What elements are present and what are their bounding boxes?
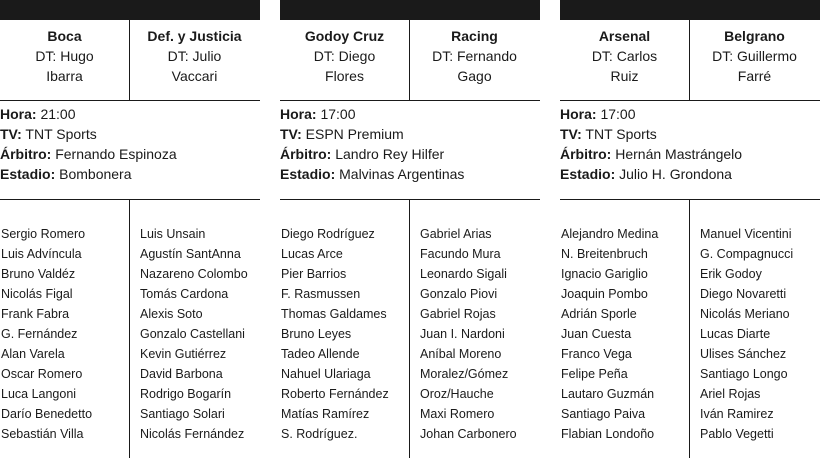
away-team	[690, 20, 819, 100]
tv-row	[0, 124, 260, 144]
away-lineup	[700, 224, 820, 444]
stadium-row	[0, 164, 260, 184]
player: N. Breitenbruch	[561, 247, 648, 261]
referee-row	[280, 144, 540, 164]
player: Pier Barrios	[281, 267, 347, 281]
tv-label: TV:	[560, 126, 582, 142]
player: Maxi Romero	[420, 407, 495, 421]
player: Santiago Solari	[140, 407, 225, 421]
referee-row	[560, 144, 820, 164]
player: Santiago Longo	[700, 367, 788, 381]
coach-line: Vaccari	[171, 68, 218, 84]
match-info	[560, 104, 820, 184]
time-label: Hora:	[280, 106, 317, 122]
time-row	[0, 104, 260, 124]
player: Roberto Fernández	[281, 387, 389, 401]
referee-label: Árbitro:	[560, 146, 612, 162]
home-lineup	[281, 224, 410, 444]
team-name: Arsenal	[598, 28, 651, 44]
player: Lucas Diarte	[700, 327, 771, 341]
coach-line: Farré	[737, 68, 772, 84]
match-card	[280, 0, 540, 458]
time-value: 21:00	[40, 106, 76, 122]
home-team	[280, 20, 409, 100]
player: David Barbona	[140, 367, 223, 381]
team-name: Godoy Cruz	[304, 28, 385, 44]
tv-row	[280, 124, 540, 144]
player: Frank Fabra	[1, 307, 70, 321]
player: Oroz/Hauche	[420, 387, 494, 401]
referee-label: Árbitro:	[280, 146, 332, 162]
player: Alejandro Medina	[561, 227, 659, 241]
time-row	[280, 104, 540, 124]
player: Gonzalo Castellani	[140, 327, 245, 341]
section-divider	[280, 199, 540, 200]
player: Oscar Romero	[1, 367, 83, 381]
player: Erik Godoy	[700, 267, 762, 281]
teams-header	[560, 20, 820, 101]
stadium-label: Estadio:	[0, 166, 56, 182]
player: Aníbal Moreno	[420, 347, 502, 361]
team-name: Boca	[47, 28, 82, 44]
team-name: Belgrano	[724, 28, 785, 44]
tv-value: TNT Sports	[585, 126, 657, 142]
section-divider	[0, 199, 260, 200]
referee-value: Hernán Mastrángelo	[615, 146, 743, 162]
player: Juan I. Nardoni	[420, 327, 505, 341]
teams-header	[280, 20, 540, 101]
player: Nicolás Figal	[1, 287, 73, 301]
player: Gonzalo Piovi	[420, 287, 498, 301]
time-value: 17:00	[320, 106, 356, 122]
home-team	[560, 20, 689, 100]
player: Johan Carbonero	[420, 427, 517, 441]
header-bar	[0, 0, 260, 20]
player: G. Compagnucci	[700, 247, 794, 261]
home-lineup	[561, 224, 690, 444]
player: Alexis Soto	[140, 307, 203, 321]
match-card	[560, 0, 820, 458]
player: Tomás Cardona	[140, 287, 229, 301]
referee-row	[0, 144, 260, 164]
tv-value: TNT Sports	[25, 126, 97, 142]
coach-line: Ibarra	[46, 68, 83, 84]
player: Nicolás Fernández	[140, 427, 245, 441]
player: S. Rodríguez.	[281, 427, 358, 441]
stadium-label: Estadio:	[280, 166, 336, 182]
referee-value: Fernando Espinoza	[55, 146, 177, 162]
header-bar	[560, 0, 820, 20]
home-team	[0, 20, 129, 100]
player: Lautaro Guzmán	[561, 387, 655, 401]
player: Bruno Valdéz	[1, 267, 76, 281]
player: Matías Ramírez	[281, 407, 370, 421]
player: Flabian Londoño	[561, 427, 655, 441]
player: Rodrigo Bogarín	[140, 387, 232, 401]
player: F. Rasmussen	[281, 287, 361, 301]
player: Joaquin Pombo	[561, 287, 648, 301]
stadium-label: Estadio:	[560, 166, 616, 182]
player: Tadeo Allende	[281, 347, 360, 361]
player: Thomas Galdames	[281, 307, 387, 321]
player: Ariel Rojas	[700, 387, 761, 401]
player: Nicolás Meriano	[700, 307, 790, 321]
time-row	[560, 104, 820, 124]
match-info	[0, 104, 260, 184]
player: Lucas Arce	[281, 247, 343, 261]
player: Moralez/Gómez	[420, 367, 509, 381]
player: Luis Unsain	[140, 227, 206, 241]
away-team	[410, 20, 539, 100]
referee-label: Árbitro:	[0, 146, 52, 162]
team-name: Def. y Justicia	[147, 28, 242, 44]
away-lineup	[420, 224, 549, 444]
player: Sergio Romero	[1, 227, 86, 241]
time-value: 17:00	[600, 106, 636, 122]
match-info	[280, 104, 540, 184]
coach-line: DT: Hugo	[35, 48, 94, 64]
player: Gabriel Rojas	[420, 307, 496, 321]
player: Darío Benedetto	[1, 407, 93, 421]
referee-value: Landro Rey Hilfer	[335, 146, 445, 162]
coach-line: Gago	[457, 68, 492, 84]
player: Franco Vega	[561, 347, 632, 361]
stadium-value: Julio H. Grondona	[619, 166, 732, 182]
time-label: Hora:	[0, 106, 37, 122]
player: Agustín SantAnna	[140, 247, 241, 261]
player: Juan Cuesta	[561, 327, 632, 341]
coach-line: Ruiz	[610, 68, 639, 84]
coach-line: Flores	[325, 68, 364, 84]
player: Felipe Peña	[561, 367, 628, 381]
header-bar	[280, 0, 540, 20]
player: Nahuel Ulariaga	[281, 367, 371, 381]
player: Gabriel Arias	[420, 227, 492, 241]
player: Leonardo Sigali	[420, 267, 507, 281]
home-lineup	[1, 224, 130, 444]
away-team	[130, 20, 259, 100]
coach-line: DT: Guillermo	[712, 48, 797, 64]
player: Diego Novaretti	[700, 287, 787, 301]
player: Pablo Vegetti	[700, 427, 774, 441]
time-label: Hora:	[560, 106, 597, 122]
tv-value: ESPN Premium	[305, 126, 404, 142]
player: Manuel Vicentini	[700, 227, 792, 241]
player: Facundo Mura	[420, 247, 501, 261]
player: Ulises Sánchez	[700, 347, 787, 361]
player: Luca Langoni	[1, 387, 77, 401]
coach-line: DT: Fernando	[432, 48, 517, 64]
player: Ignacio Gariglio	[561, 267, 648, 281]
coach-line: DT: Julio	[167, 48, 222, 64]
player: Nazareno Colombo	[140, 267, 248, 281]
stadium-value: Malvinas Argentinas	[339, 166, 465, 182]
team-name: Racing	[451, 28, 498, 44]
player: Iván Ramirez	[700, 407, 774, 421]
stadium-row	[280, 164, 540, 184]
away-lineup	[140, 224, 269, 444]
teams-header	[0, 20, 260, 101]
tv-label: TV:	[280, 126, 302, 142]
player: Diego Rodríguez	[281, 227, 375, 241]
tv-row	[560, 124, 820, 144]
stadium-row	[560, 164, 820, 184]
player: Luis Advíncula	[1, 247, 82, 261]
player: Adrián Sporle	[561, 307, 637, 321]
player: Kevin Gutiérrez	[140, 347, 227, 361]
player: G. Fernández	[1, 327, 78, 341]
tv-label: TV:	[0, 126, 22, 142]
match-card	[0, 0, 260, 458]
coach-line: DT: Carlos	[591, 48, 658, 64]
player: Sebastián Villa	[1, 427, 84, 441]
section-divider	[560, 199, 820, 200]
coach-line: DT: Diego	[313, 48, 376, 64]
player: Santiago Paiva	[561, 407, 646, 421]
stadium-value: Bombonera	[59, 166, 132, 182]
player: Bruno Leyes	[281, 327, 352, 341]
player: Alan Varela	[1, 347, 65, 361]
